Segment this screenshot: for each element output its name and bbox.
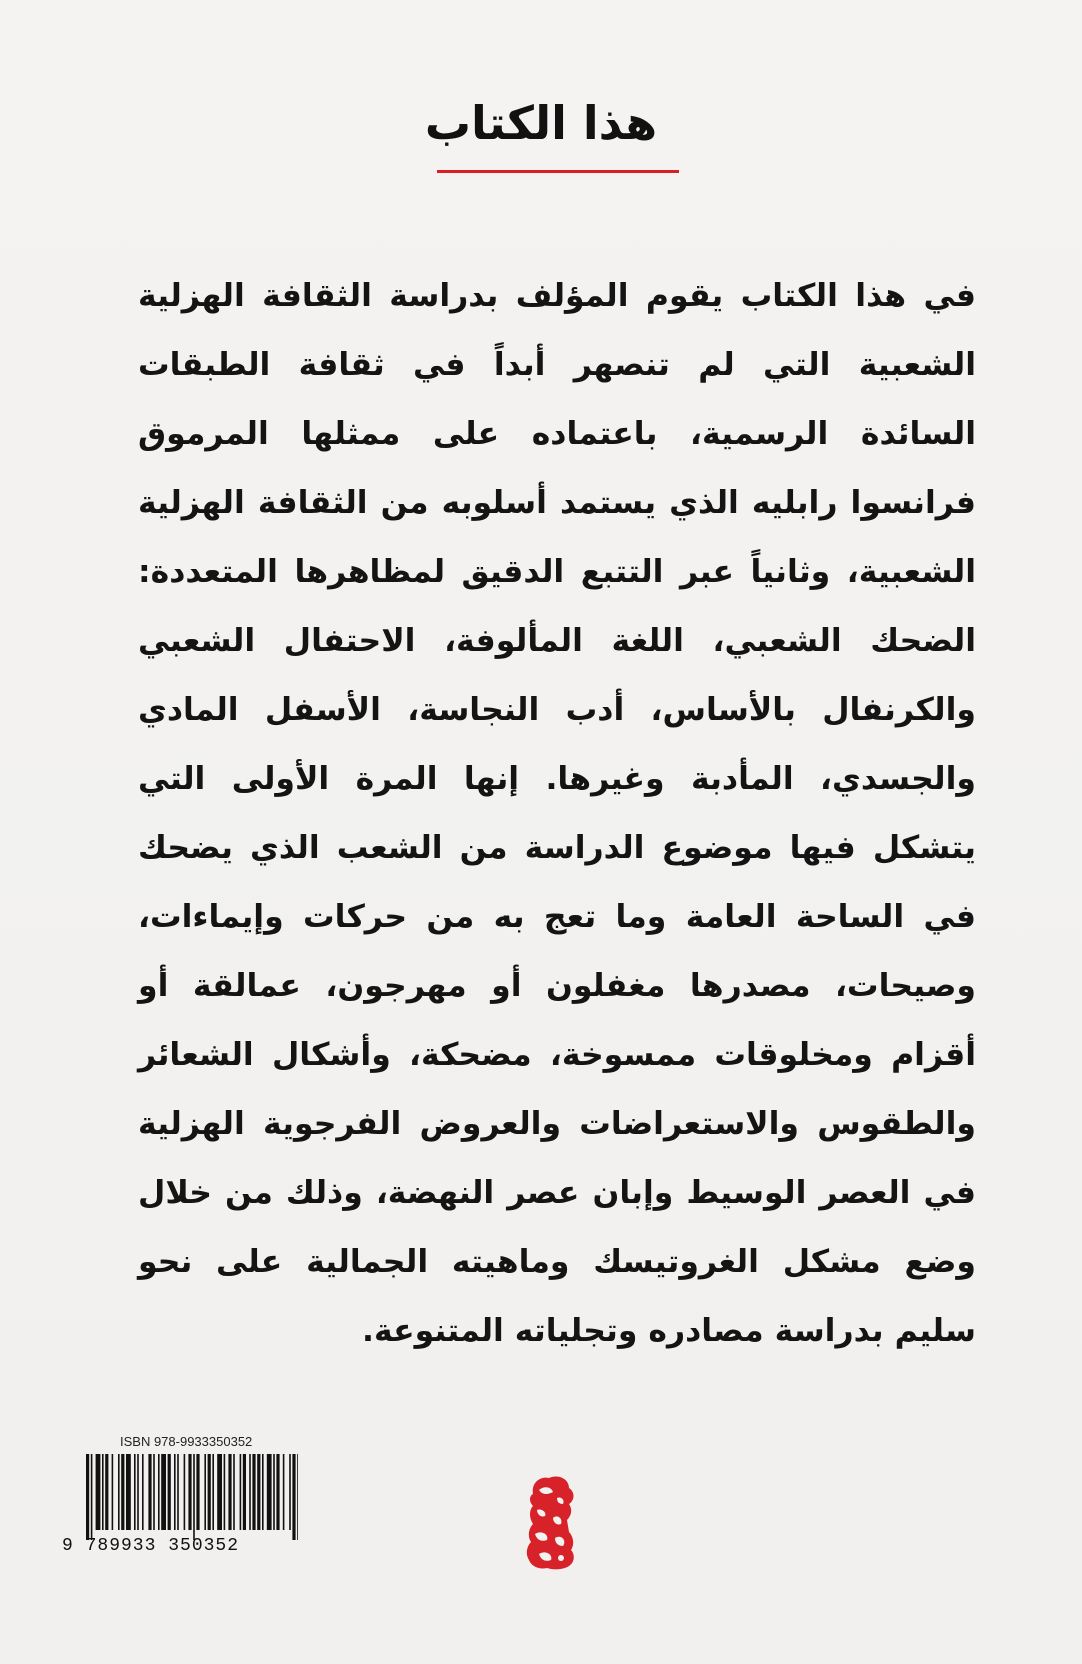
book-description: في هذا الكتاب يقوم المؤلف بدراسة الثقافة الهزلية الشعبية التي لم تنصهر أبداً في ثقافة الطبقات السائدة الرسمية، باعتماده على ممثلها المرموق فرانسوا رابليه الذي يستمد أسلوبه من الثقافة الهزلية الشعبية، وثانياً عبر التتبع الدقيق لمظاهرها المتعددة: الضحك الشعبي، اللغة المألوفة، الاحتفال الشعبي والكرنفال بالأساس، أدب النجاسة، الأسفل المادي والجسدي، المأدبة وغيرها. إنها المرة الأولى التي يتشكل فيها موضوع الدراسة من الشعب الذي يضحك في الساحة العامة وما تعج به من حركات وإيماءات، وصيحات، مصدرها مغفلون أو مهرجون، عمالقة أو أقزام ومخلوقات ممسوخة، مضحكة، وأشكال الشعائر والطقوس والاستعراضات والعروض الفرجوية الهزلية في العصر الوسيط وإبان عصر النهضة، وذلك من خلال وضع مشكل الغروتيسك وماهيته الجمالية على نحو سليم بدراسة مصادره وتجلياته المتنوعة.: [138, 278, 976, 1349]
red-figure-logo-icon: [523, 1474, 579, 1572]
barcode-icon: [86, 1454, 298, 1540]
isbn-barcode-block: [62, 1434, 298, 1564]
isbn-label: ISBN 978-9933350352: [120, 1434, 253, 1449]
isbn-digits: 9 789933 350352: [62, 1536, 240, 1556]
title-underline: [437, 170, 679, 173]
page-title: هذا الكتاب: [424, 96, 658, 150]
